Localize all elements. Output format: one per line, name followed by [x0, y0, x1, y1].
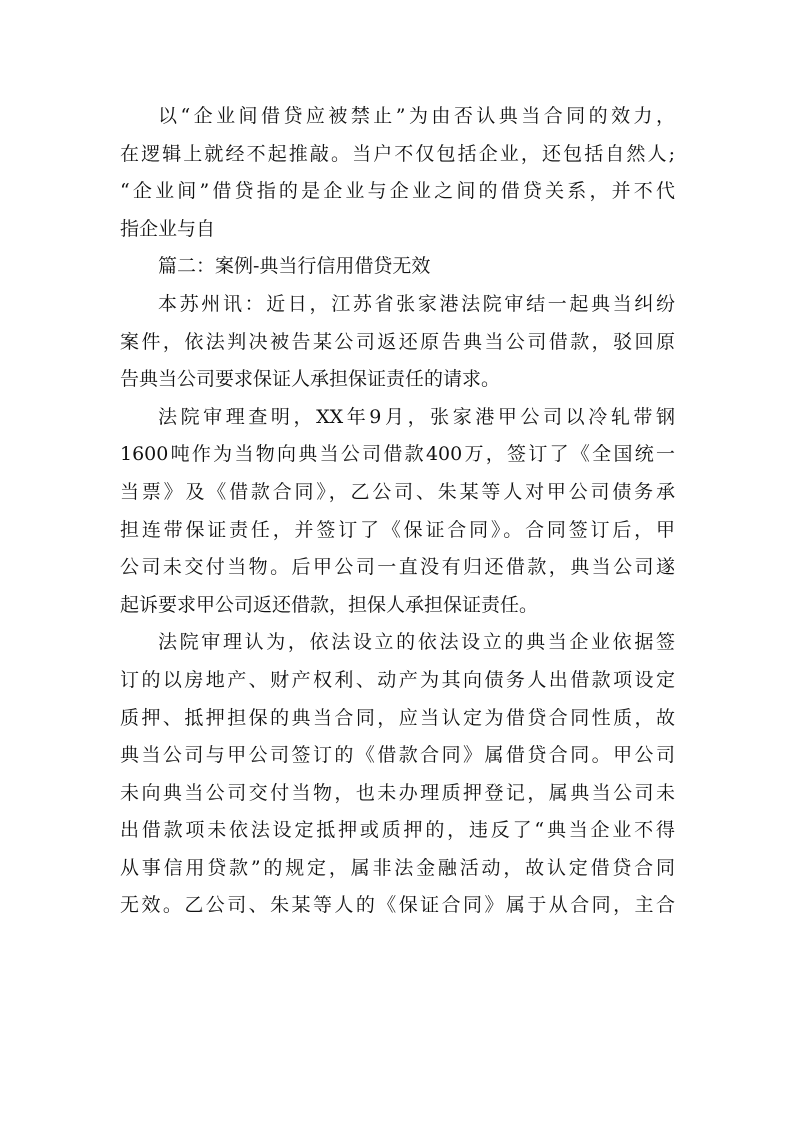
text-line: 法院审理认为，依法设立的依法设立的典当企业依据签	[158, 631, 675, 654]
text-line: 在逻辑上就经不起推敲。当户不仅包括企业，还包括自然人;	[120, 142, 675, 165]
text-line: 担连带保证责任，并签订了《保证合同》。合同签订后，甲	[120, 518, 675, 541]
text-line: 以“企业间借贷应被禁止”为由否认典当合同的效力，	[158, 105, 675, 127]
text-line: 订的以房地产、财产权利、动产为其向债务人出借款项设定	[120, 668, 675, 691]
text-line: 典当公司与甲公司签订的《借款合同》属借贷合同。甲公司	[120, 744, 675, 767]
text-line: 当票》及《借款合同》，乙公司、朱某等人对甲公司债务承	[120, 480, 675, 503]
text-line: 起诉要求甲公司返还借款，担保人承担保证责任。	[120, 593, 539, 616]
text-line: 1600吨作为当物向典当公司借款400万，签订了《全国统一	[120, 443, 675, 466]
text-line: 从事信用贷款”的规定，属非法金融活动，故认定借贷合同	[120, 856, 675, 879]
text-line: 无效。乙公司、朱某等人的《保证合同》属于从合同，主合	[120, 894, 675, 917]
text-line: 本苏州讯：近日，江苏省张家港法院审结一起典当纠纷	[158, 292, 675, 315]
text-line: 案件，依法判决被告某公司返还原告典当公司借款，驳回原	[120, 330, 675, 353]
text-line: 未向典当公司交付当物，也未办理质押登记，属典当公司未	[120, 781, 675, 804]
text-line: 质押、抵押担保的典当合同，应当认定为借贷合同性质，故	[120, 706, 675, 729]
text-line: 公司未交付当物。后甲公司一直没有归还借款，典当公司遂	[120, 556, 675, 579]
text-line: 篇二：案例-典当行信用借贷无效	[158, 255, 431, 278]
document-body	[120, 98, 675, 925]
text-line: 出借款项未依法设定抵押或质押的，违反了“典当企业不得	[120, 819, 675, 842]
text-line: “企业间”借贷指的是企业与企业之间的借贷关系，并不代	[120, 180, 675, 203]
text-line: 法院审理查明，XX年9月，张家港甲公司以冷轧带钢	[158, 405, 675, 428]
text-line: 指企业与自	[120, 217, 216, 240]
text-line: 告典当公司要求保证人承担保证责任的请求。	[120, 368, 501, 391]
